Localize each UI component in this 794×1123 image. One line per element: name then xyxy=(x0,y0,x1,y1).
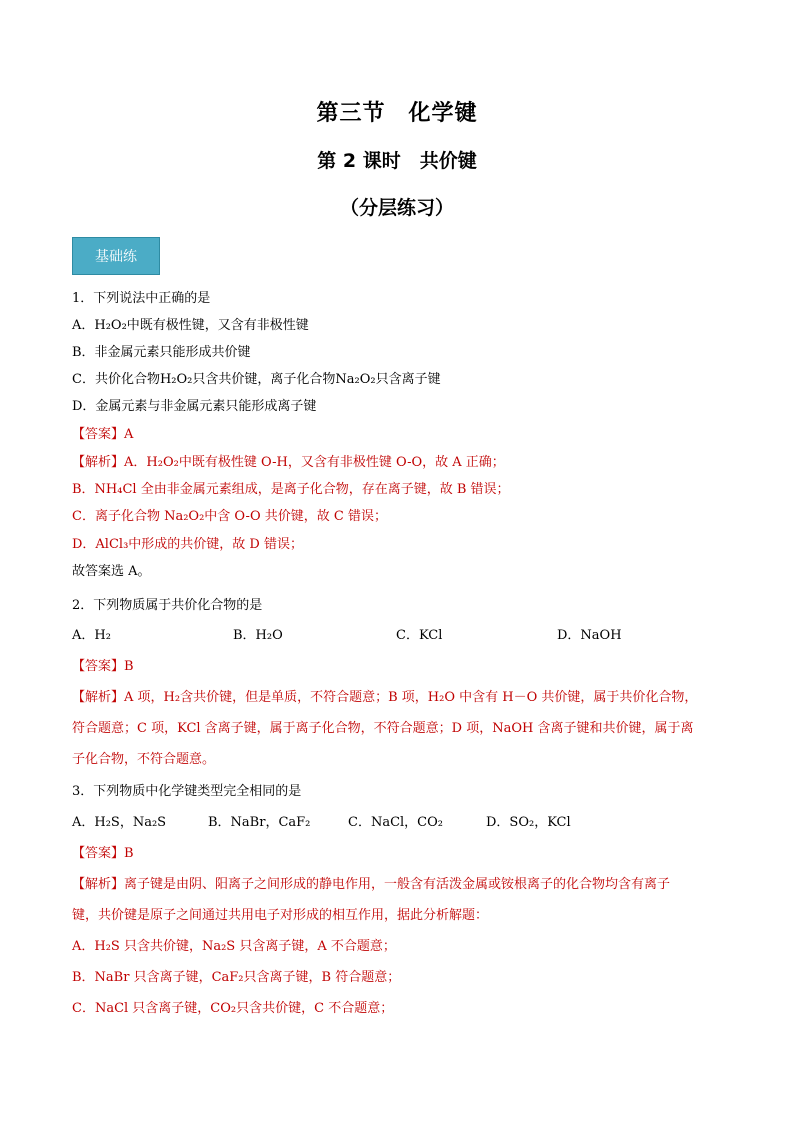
q3-answer xyxy=(72,844,134,864)
q2-option-a: A．H₂ xyxy=(72,628,111,643)
q3-option-a: A．H₂S，Na₂S xyxy=(72,815,167,830)
q2-option-c: C．KCl xyxy=(396,628,443,643)
q3-analysis-1 xyxy=(72,875,670,895)
q1-option-a: A．H₂O₂中既有极性键，又含有非极性键 xyxy=(72,318,309,333)
analysis-text: 离子键是由阴、阳离子之间形成的静电作用，一般含有活泼金属或铵根离子的化合物均含有离子 xyxy=(124,877,671,892)
q2-stem: 2．下列物质属于共价化合物的是 xyxy=(72,598,263,613)
q3-analysis-4: B．NaBr 只含离子键，CaF₂只含离子键，B 符合题意； xyxy=(72,970,401,985)
q3-stem: 3．下列物质中化学键类型完全相同的是 xyxy=(72,784,302,799)
q3-analysis-5: C．NaCl 只含离子键，CO₂只含共价键，C 不合题意； xyxy=(72,1001,394,1016)
q1-option-c: C．共价化合物H₂O₂只含共价键，离子化合物Na₂O₂只含离子键 xyxy=(72,372,441,387)
answer-label: 【答案】 xyxy=(72,659,125,674)
q1-analysis-2: B．NH₄Cl 全由非金属元素组成，是离子化合物，存在离子键，故 B 错误； xyxy=(72,482,510,497)
q1-answer xyxy=(72,425,133,445)
q3-analysis-2: 键，共价键是原子之间通过共用电子对形成的相互作用，据此分析解题： xyxy=(72,908,489,923)
analysis-label: 【解析】 xyxy=(72,877,125,892)
q1-analysis-1 xyxy=(72,453,505,473)
q1-analysis-3: C．离子化合物 Na₂O₂中含 O-O 共价键，故 C 错误； xyxy=(72,509,387,524)
q1-stem: 1．下列说法中正确的是 xyxy=(72,291,211,306)
analysis-label: 【解析】 xyxy=(72,455,125,470)
q3-option-d: D．SO₂，KCl xyxy=(486,815,571,830)
answer-value: A xyxy=(124,427,134,442)
q2-analysis-2: 符合题意；C 项，KCl 含离子键，属于离子化合物，不符合题意；D 项，NaOH 含离子键和共价键，属于离 xyxy=(72,721,694,736)
q2-answer xyxy=(72,657,134,677)
q2-option-b: B．H₂O xyxy=(233,628,283,643)
analysis-text: A．H₂O₂中既有极性键 O-H，又含有非极性键 O-O，故 A 正确； xyxy=(124,455,505,470)
q1-analysis-4: D．AlCl₃中形成的共价键，故 D 错误； xyxy=(72,537,303,552)
lesson-title: 第 2 课时 共价键 xyxy=(317,150,477,172)
section-tag: 基础练 xyxy=(72,237,160,275)
q2-analysis-1 xyxy=(72,688,697,708)
q2-analysis-3: 子化合物，不符合题意。 xyxy=(72,752,216,767)
answer-label: 【答案】 xyxy=(72,846,125,861)
q3-option-c: C．NaCl，CO₂ xyxy=(348,815,443,830)
analysis-label: 【解析】 xyxy=(72,690,125,705)
page-subtitle: （分层练习） xyxy=(339,197,454,219)
answer-value: B xyxy=(124,659,134,674)
q1-conclusion: 故答案选 A。 xyxy=(72,564,151,579)
q1-option-b: B．非金属元素只能形成共价键 xyxy=(72,345,251,360)
q2-option-d: D．NaOH xyxy=(557,628,622,643)
page-title: 第三节 化学键 xyxy=(316,101,478,126)
q3-option-b: B．NaBr，CaF₂ xyxy=(208,815,311,830)
analysis-text: A 项，H₂含共价键，但是单质，不符合题意；B 项，H₂O 中含有 H－O 共价键，属于共价化合物， xyxy=(124,690,698,705)
answer-label: 【答案】 xyxy=(72,427,125,442)
q1-option-d: D．金属元素与非金属元素只能形成离子键 xyxy=(72,399,317,414)
q3-analysis-3: A．H₂S 只含共价键，Na₂S 只含离子键，A 不合题意； xyxy=(72,939,396,954)
answer-value: B xyxy=(124,846,134,861)
